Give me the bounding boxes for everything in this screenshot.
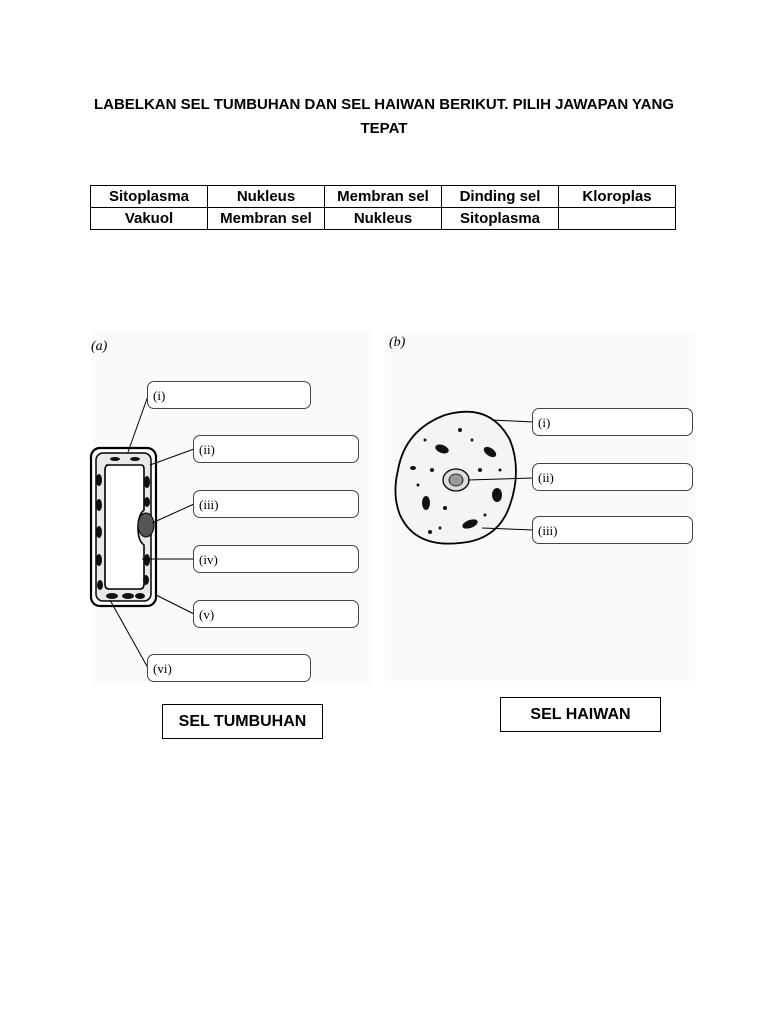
animal-cell-drawing — [395, 412, 533, 544]
table-cell: Sitoplasma — [91, 186, 208, 208]
animal-label-box-3[interactable] — [532, 516, 693, 544]
plant-label-box-6[interactable] — [147, 654, 311, 682]
figure-b-tag: (b) — [389, 335, 406, 350]
label-number: (ii) — [538, 470, 554, 485]
label-number: (iv) — [199, 552, 218, 567]
table-cell: Membran sel — [325, 186, 442, 208]
animal-label-box-2[interactable] — [532, 463, 693, 491]
table-cell: Nukleus — [325, 208, 442, 230]
table-cell: Membran sel — [208, 208, 325, 230]
plant-label-box-2[interactable] — [193, 435, 359, 463]
plant-cell-caption: SEL TUMBUHAN — [162, 704, 323, 739]
plant-cell-drawing — [91, 396, 194, 668]
table-cell: Dinding sel — [442, 186, 559, 208]
label-number: (v) — [199, 607, 215, 622]
plant-label-box-1[interactable] — [147, 381, 311, 409]
table-cell: Vakuol — [91, 208, 208, 230]
label-number: (i) — [538, 415, 551, 430]
table-cell: Kloroplas — [559, 186, 676, 208]
table-cell: Nukleus — [208, 186, 325, 208]
label-number: (iii) — [199, 497, 219, 512]
animal-cell-caption: SEL HAIWAN — [500, 697, 661, 732]
plant-label-box-3[interactable] — [193, 490, 359, 518]
figure-a-tag: (a) — [91, 339, 108, 354]
label-number: (iii) — [538, 523, 558, 538]
label-number: (vi) — [153, 661, 172, 676]
page-title: LABELKAN SEL TUMBUHAN DAN SEL HAIWAN BERIKUT. PILIH JAWAPAN YANG TEPAT — [93, 96, 675, 137]
table-cell: Sitoplasma — [442, 208, 559, 230]
label-number: (i) — [153, 388, 166, 403]
plant-label-box-5[interactable] — [193, 600, 359, 628]
label-number: (ii) — [199, 442, 215, 457]
animal-label-box-1[interactable] — [532, 408, 693, 436]
plant-label-box-4[interactable] — [193, 545, 359, 573]
